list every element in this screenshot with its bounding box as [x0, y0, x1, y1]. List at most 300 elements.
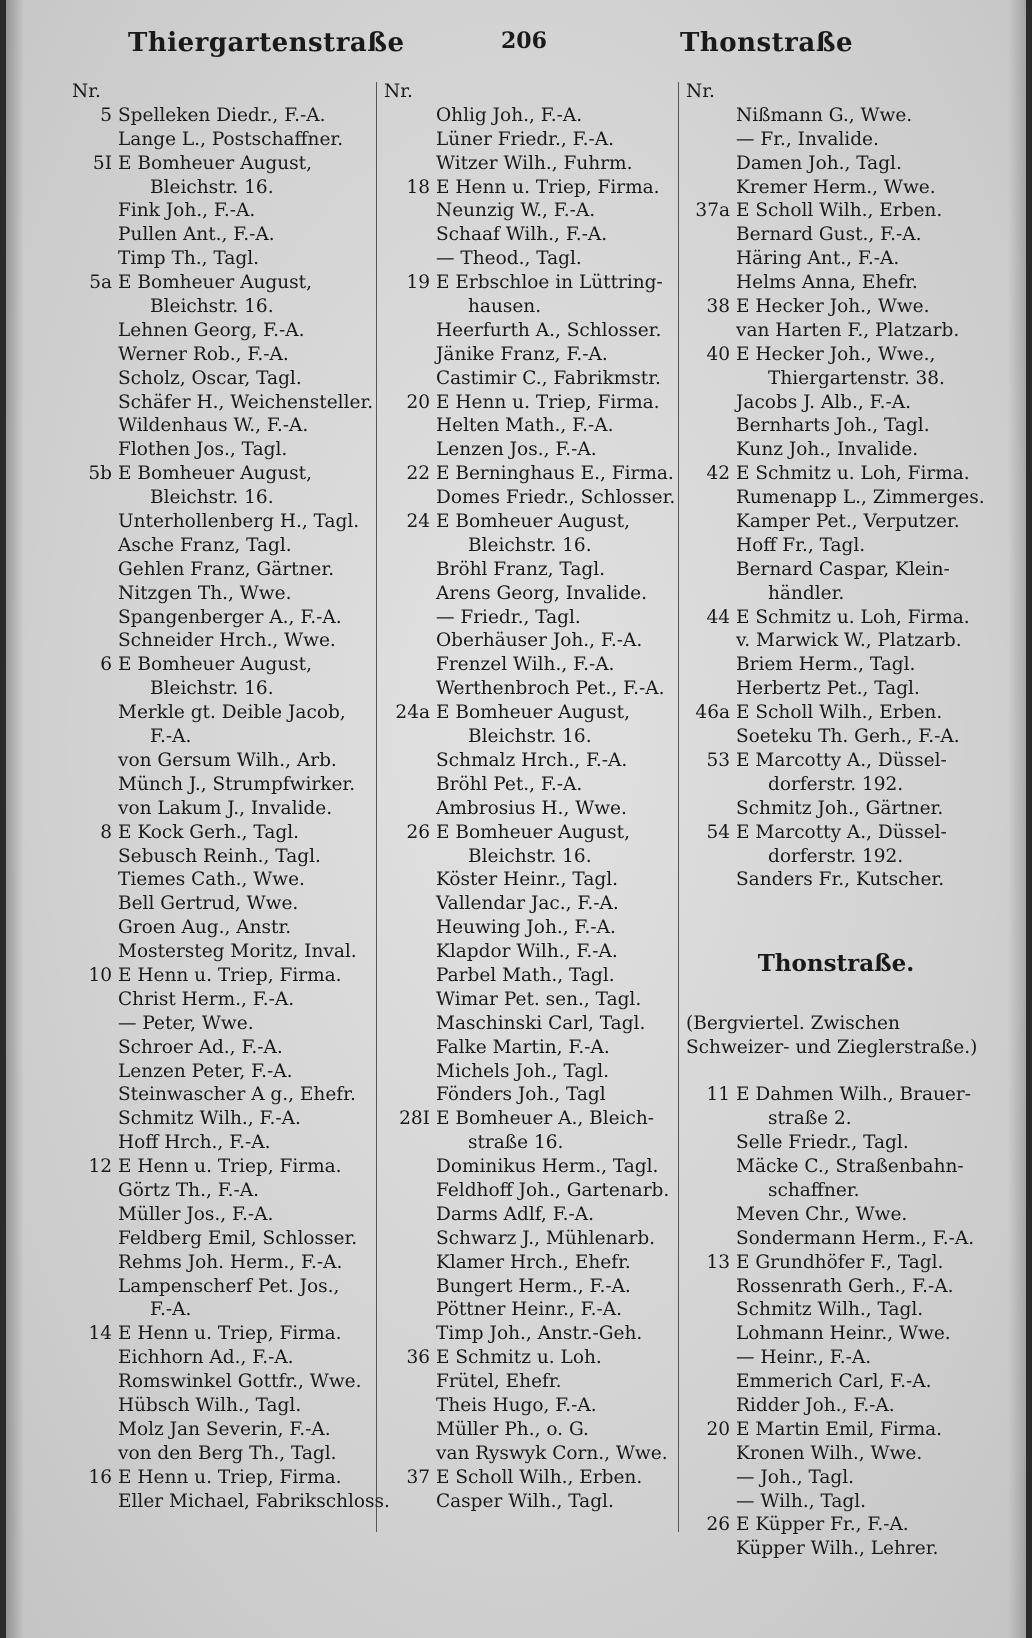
house-number	[384, 295, 436, 319]
house-number	[384, 1203, 436, 1227]
entry-continuation	[686, 1179, 986, 1203]
resident-text: E Henn u. Triep, Firma.	[118, 1323, 342, 1345]
directory-entry	[72, 653, 380, 677]
resident-text: Ambrosius H., Wwe.	[436, 797, 627, 819]
house-number	[72, 486, 118, 510]
directory-entry	[384, 606, 690, 630]
house-number	[686, 414, 736, 438]
house-number	[686, 1131, 736, 1155]
resident-text: Kronen Wilh., Wwe.	[736, 1442, 923, 1464]
house-number	[72, 1298, 118, 1322]
directory-entry	[384, 247, 690, 271]
directory-entry	[686, 797, 986, 821]
resident-text: Steinwascher A g., Ehefr.	[118, 1084, 356, 1106]
directory-entry	[72, 1251, 380, 1275]
directory-entry	[686, 438, 986, 462]
house-number	[686, 223, 736, 247]
house-number	[686, 845, 736, 869]
house-number	[686, 1394, 736, 1418]
house-number	[384, 1131, 436, 1155]
house-number	[384, 988, 436, 1012]
resident-text: Heerfurth A., Schlosser.	[436, 319, 662, 341]
directory-entry	[72, 916, 380, 940]
resident-text: E Bomheuer August,	[436, 702, 630, 724]
directory-entry	[72, 247, 380, 271]
resident-text: Schroer Ad., F.-A.	[118, 1036, 283, 1058]
house-number	[384, 629, 436, 653]
resident-text: hausen.	[468, 296, 542, 318]
house-number	[384, 1083, 436, 1107]
resident-text: Bernharts Joh., Tagl.	[736, 415, 930, 437]
resident-text: Wimar Pet. sen., Tagl.	[436, 988, 642, 1010]
resident-text: Jänike Franz, F.-A.	[436, 343, 608, 365]
house-number: 24	[406, 511, 430, 533]
resident-text: Bernard Gust., F.-A.	[736, 224, 922, 246]
entry-continuation	[384, 1131, 690, 1155]
house-number	[72, 916, 118, 940]
resident-text: dorferstr. 192.	[768, 845, 904, 867]
directory-entry	[72, 558, 380, 582]
resident-text: von den Berg Th., Tagl.	[118, 1442, 337, 1464]
house-number	[384, 1275, 436, 1299]
directory-entry	[72, 1442, 380, 1466]
resident-text: Köster Heinr., Tagl.	[436, 869, 619, 891]
resident-text: Emmerich Carl, F.-A.	[736, 1371, 932, 1393]
resident-text: Bleichstr. 16.	[150, 176, 274, 198]
resident-text: Müller Jos., F.-A.	[118, 1203, 274, 1225]
directory-entry	[686, 414, 986, 438]
directory-entry	[384, 176, 690, 200]
directory-entry	[686, 558, 986, 582]
directory-entry	[686, 199, 986, 223]
house-number	[686, 1490, 736, 1514]
resident-text: E Scholl Wilh., Erben.	[736, 200, 943, 222]
resident-text: Molz Jan Severin, F.-A.	[118, 1418, 331, 1440]
directory-entry	[384, 677, 690, 701]
directory-entry	[384, 1322, 690, 1346]
resident-text: Unterhollenberg H., Tagl.	[118, 511, 360, 533]
house-number	[72, 510, 118, 534]
house-number	[686, 1275, 736, 1299]
directory-entry	[686, 1227, 986, 1251]
house-number: 5b	[88, 463, 112, 485]
house-number	[384, 223, 436, 247]
house-number	[686, 247, 736, 271]
directory-entry	[686, 1275, 986, 1299]
resident-text: Werner Rob., F.-A.	[118, 343, 289, 365]
resident-text: Lenzen Jos., F.-A.	[436, 439, 597, 461]
resident-text: Michels Joh., Tagl.	[436, 1060, 610, 1082]
resident-text: Feldhoff Joh., Gartenarb.	[436, 1179, 670, 1201]
directory-entry	[72, 797, 380, 821]
directory-entry	[72, 940, 380, 964]
directory-entry	[686, 1155, 986, 1179]
directory-entry	[686, 510, 986, 534]
house-number	[686, 1298, 736, 1322]
house-number: 54	[706, 821, 730, 843]
directory-entry	[72, 1155, 380, 1179]
directory-entry	[72, 438, 380, 462]
house-number	[384, 1155, 436, 1179]
resident-text: E Schmitz u. Loh.	[436, 1347, 602, 1369]
page-edge-shadow-right	[1008, 0, 1026, 1638]
directory-entry	[72, 510, 380, 534]
house-number	[72, 199, 118, 223]
house-number	[72, 1179, 118, 1203]
entry-continuation	[72, 295, 380, 319]
resident-text: Flothen Jos., Tagl.	[118, 439, 288, 461]
directory-entry	[72, 1083, 380, 1107]
directory-entry	[72, 1418, 380, 1442]
resident-text: Pullen Ant., F.-A.	[118, 224, 275, 246]
spacer	[686, 892, 986, 916]
directory-entry	[384, 558, 690, 582]
house-number	[72, 1107, 118, 1131]
column-nr-label: Nr.	[72, 81, 101, 102]
house-number	[72, 1275, 118, 1299]
resident-text: Soeteku Th. Gerh., F.-A.	[736, 726, 960, 748]
directory-entry	[72, 1227, 380, 1251]
directory-entry	[686, 1322, 986, 1346]
resident-text: Häring Ant., F.-A.	[736, 248, 900, 270]
resident-text: Schmitz Joh., Gärtner.	[736, 797, 944, 819]
resident-text: Bernard Caspar, Klein-	[736, 558, 950, 580]
resident-text: Frütel, Ehefr.	[436, 1371, 562, 1393]
house-number	[72, 988, 118, 1012]
directory-entry	[72, 964, 380, 988]
house-number	[384, 892, 436, 916]
resident-text: Nißmann G., Wwe.	[736, 104, 913, 126]
house-number	[686, 629, 736, 653]
resident-text: Müller Ph., o. G.	[436, 1418, 589, 1440]
resident-text: E Henn u. Triep, Firma.	[118, 964, 342, 986]
resident-text: E Küpper Fr., F.-A.	[736, 1514, 909, 1536]
resident-text: Lohmann Heinr., Wwe.	[736, 1323, 951, 1345]
resident-text: Spelleken Diedr., F.-A.	[118, 104, 326, 126]
directory-entry	[686, 677, 986, 701]
directory-entry	[384, 1251, 690, 1275]
house-number: 37	[406, 1466, 430, 1488]
page-number: 206	[501, 28, 547, 54]
resident-text: E Bomheuer August,	[118, 272, 312, 294]
directory-entry	[686, 1513, 986, 1537]
resident-text: E Bomheuer August,	[118, 463, 312, 485]
house-number	[686, 1370, 736, 1394]
directory-entry	[686, 271, 986, 295]
house-number	[384, 534, 436, 558]
resident-text: Eichhorn Ad., F.-A.	[118, 1347, 294, 1369]
directory-page	[6, 0, 1026, 1638]
directory-entry	[72, 1131, 380, 1155]
resident-text: E Henn u. Triep, Firma.	[118, 1466, 342, 1488]
resident-text: E Dahmen Wilh., Brauer-	[736, 1084, 971, 1106]
house-number	[72, 677, 118, 701]
directory-entry	[384, 629, 690, 653]
house-number	[686, 1466, 736, 1490]
house-number	[686, 1227, 736, 1251]
house-number: 12	[88, 1156, 112, 1178]
resident-text: straße 16.	[468, 1132, 564, 1154]
directory-entry	[72, 868, 380, 892]
resident-text: Domes Friedr., Schlosser.	[436, 487, 676, 509]
resident-text: Kamper Pet., Verputzer.	[736, 511, 960, 533]
resident-text: schaffner.	[768, 1179, 860, 1201]
directory-entry	[384, 462, 690, 486]
house-number	[384, 1227, 436, 1251]
house-number: 11	[706, 1084, 730, 1106]
house-number	[384, 128, 436, 152]
resident-text: Casper Wilh., Tagl.	[436, 1490, 614, 1512]
entry-continuation	[686, 773, 986, 797]
directory-entry	[686, 343, 986, 367]
resident-text: Rehms Joh. Herm., F.-A.	[118, 1251, 343, 1273]
house-number	[384, 367, 436, 391]
column-left	[72, 80, 390, 1513]
house-number	[72, 319, 118, 343]
resident-text: Herbertz Pet., Tagl.	[736, 678, 920, 700]
house-number	[72, 868, 118, 892]
resident-text: E Kock Gerh., Tagl.	[118, 821, 299, 843]
resident-text: E Hecker Joh., Wwe.,	[736, 343, 936, 365]
house-number	[72, 223, 118, 247]
house-number	[72, 343, 118, 367]
resident-text: Helten Math., F.-A.	[436, 415, 614, 437]
resident-text: Wildenhaus W., F.-A.	[118, 415, 309, 437]
house-number: 53	[706, 749, 730, 771]
resident-text: — Wilh., Tagl.	[736, 1490, 867, 1512]
directory-entry	[686, 152, 986, 176]
house-number	[686, 725, 736, 749]
directory-entry	[384, 391, 690, 415]
house-number	[384, 868, 436, 892]
directory-entry	[384, 701, 690, 725]
house-number: 37a	[695, 200, 730, 222]
house-number	[384, 916, 436, 940]
house-number: 44	[706, 606, 730, 628]
house-number	[72, 606, 118, 630]
directory-entry	[686, 653, 986, 677]
resident-text: Heuwing Joh., F.-A.	[436, 917, 616, 939]
directory-entry	[72, 319, 380, 343]
resident-text: Briem Herm., Tagl.	[736, 654, 916, 676]
resident-text: E Henn u. Triep, Firma.	[118, 1156, 342, 1178]
house-number	[384, 558, 436, 582]
house-number	[686, 176, 736, 200]
resident-text: — Theod., Tagl.	[436, 248, 582, 270]
resident-text: Mostersteg Moritz, Inval.	[118, 941, 357, 963]
resident-text: Sanders Fr., Kutscher.	[736, 869, 945, 891]
entry-continuation	[686, 845, 986, 869]
house-number	[72, 1346, 118, 1370]
house-number	[384, 438, 436, 462]
house-number: 5I	[92, 152, 112, 174]
directory-entry	[72, 701, 380, 725]
house-number: 24a	[395, 702, 430, 724]
directory-entry	[686, 1442, 986, 1466]
house-number: 5	[100, 104, 112, 126]
house-number: 8	[100, 821, 112, 843]
house-number	[686, 104, 736, 128]
resident-text: E Bomheuer August,	[436, 821, 630, 843]
house-number: 5a	[89, 272, 112, 294]
resident-text: Thiergartenstr. 38.	[768, 367, 945, 389]
resident-text: E Martin Emil, Firma.	[736, 1418, 943, 1440]
house-number	[72, 1227, 118, 1251]
house-number	[384, 797, 436, 821]
house-number	[686, 391, 736, 415]
resident-text: Damen Joh., Tagl.	[736, 152, 902, 174]
house-number	[72, 1060, 118, 1084]
directory-entry	[384, 1370, 690, 1394]
directory-entry	[72, 1346, 380, 1370]
house-number	[686, 1203, 736, 1227]
directory-entry	[72, 1036, 380, 1060]
directory-entry	[384, 1346, 690, 1370]
directory-entry	[72, 1466, 380, 1490]
house-number	[384, 1322, 436, 1346]
resident-text: E Marcotty A., Düssel-	[736, 749, 947, 771]
house-number	[686, 1179, 736, 1203]
house-number	[686, 152, 736, 176]
street-heading: Thonstraße.	[757, 950, 915, 978]
house-number	[72, 845, 118, 869]
directory-entry	[72, 367, 380, 391]
entry-continuation	[686, 1107, 986, 1131]
house-number	[686, 367, 736, 391]
entry-continuation	[72, 1298, 380, 1322]
directory-entry	[384, 1179, 690, 1203]
directory-entry	[72, 128, 380, 152]
entry-continuation	[72, 677, 380, 701]
resident-text: Lenzen Peter, F.-A.	[118, 1060, 293, 1082]
resident-text: Ridder Joh., F.-A.	[736, 1395, 895, 1416]
resident-text: Helms Anna, Ehefr.	[736, 272, 918, 294]
running-head-right: Thonstraße	[680, 28, 853, 58]
resident-text: Bleichstr. 16.	[468, 845, 592, 867]
directory-entry	[686, 701, 986, 725]
house-number	[72, 797, 118, 821]
directory-entry	[384, 749, 690, 773]
resident-text: Selle Friedr., Tagl.	[736, 1132, 909, 1154]
resident-text: Maschinski Carl, Tagl.	[436, 1012, 646, 1034]
entry-continuation	[384, 295, 690, 319]
resident-text: van Ryswyk Corn., Wwe.	[436, 1442, 668, 1464]
house-number	[72, 749, 118, 773]
house-number	[72, 128, 118, 152]
directory-entry	[72, 629, 380, 653]
resident-text: van Harten F., Platzarb.	[736, 319, 960, 341]
house-number	[72, 176, 118, 200]
directory-entry	[72, 1275, 380, 1299]
house-number	[686, 319, 736, 343]
directory-entry	[384, 1275, 690, 1299]
resident-text: Hübsch Wilh., Tagl.	[118, 1394, 302, 1416]
resident-text: Timp Joh., Anstr.-Geh.	[436, 1323, 643, 1345]
resident-text: Werthenbroch Pet., F.-A.	[436, 678, 665, 700]
directory-entry	[686, 128, 986, 152]
house-number	[72, 1131, 118, 1155]
resident-text: Dominikus Herm., Tagl.	[436, 1156, 659, 1178]
entry-continuation	[686, 367, 986, 391]
resident-text: Kunz Joh., Invalide.	[736, 439, 919, 461]
house-number: 19	[406, 272, 430, 294]
resident-text: E Marcotty A., Düssel-	[736, 821, 947, 843]
resident-text: Eller Michael, Fabrikschloss.	[118, 1490, 390, 1512]
house-number	[686, 1155, 736, 1179]
directory-entry	[384, 438, 690, 462]
spacer	[686, 1060, 986, 1084]
house-number	[686, 534, 736, 558]
directory-entry	[384, 1442, 690, 1466]
house-number: 20	[406, 391, 430, 413]
directory-entry	[384, 892, 690, 916]
directory-entry	[384, 128, 690, 152]
directory-entry	[72, 1179, 380, 1203]
directory-entry	[72, 821, 380, 845]
directory-entry	[384, 1155, 690, 1179]
resident-text: Hoff Fr., Tagl.	[736, 534, 866, 556]
resident-text: E Erbschloe in Lüttring-	[436, 272, 663, 294]
resident-text: Parbel Math., Tagl.	[436, 964, 615, 986]
house-number	[686, 1346, 736, 1370]
resident-text: Groen Aug., Anstr.	[118, 917, 292, 939]
directory-entry	[686, 1298, 986, 1322]
entry-continuation	[72, 725, 380, 749]
house-number: 22	[406, 463, 430, 485]
entry-continuation	[384, 534, 690, 558]
resident-text: Münch J., Strumpfwirker.	[118, 773, 356, 795]
directory-entry	[72, 104, 380, 128]
directory-entry	[72, 773, 380, 797]
resident-text: E Bomheuer August,	[118, 654, 312, 676]
house-number: 36	[406, 1347, 430, 1369]
directory-entry	[686, 176, 986, 200]
spacer	[686, 988, 986, 1012]
directory-entry	[686, 1083, 986, 1107]
resident-text: Castimir C., Fabrikmstr.	[436, 367, 661, 389]
directory-entry	[72, 152, 380, 176]
directory-entry	[384, 940, 690, 964]
resident-text: straße 2.	[768, 1108, 852, 1130]
directory-entry	[72, 391, 380, 415]
resident-text: Bleichstr. 16.	[468, 534, 592, 556]
house-number	[384, 414, 436, 438]
resident-text: E Schmitz u. Loh, Firma.	[736, 463, 970, 485]
directory-entry	[384, 582, 690, 606]
house-number	[686, 271, 736, 295]
house-number	[686, 582, 736, 606]
directory-entry	[686, 295, 986, 319]
house-number	[384, 1490, 436, 1514]
directory-entry	[686, 725, 986, 749]
house-number	[72, 1394, 118, 1418]
resident-text: Sondermann Herm., F.-A.	[736, 1227, 975, 1249]
house-number	[384, 582, 436, 606]
resident-text: Bleichstr. 16.	[150, 487, 274, 509]
directory-entry	[72, 271, 380, 295]
resident-text: dorferstr. 192.	[768, 773, 904, 795]
directory-entry	[686, 1251, 986, 1275]
house-number	[686, 1537, 736, 1561]
resident-text: Asche Franz, Tagl.	[118, 534, 292, 556]
resident-text: Schmitz Wilh., F.-A.	[118, 1108, 301, 1130]
directory-entry	[384, 152, 690, 176]
directory-entry	[72, 199, 380, 223]
directory-entry	[72, 1394, 380, 1418]
directory-entry	[686, 1346, 986, 1370]
directory-entry	[384, 104, 690, 128]
resident-text: Pöttner Heinr., F.-A.	[436, 1299, 622, 1321]
